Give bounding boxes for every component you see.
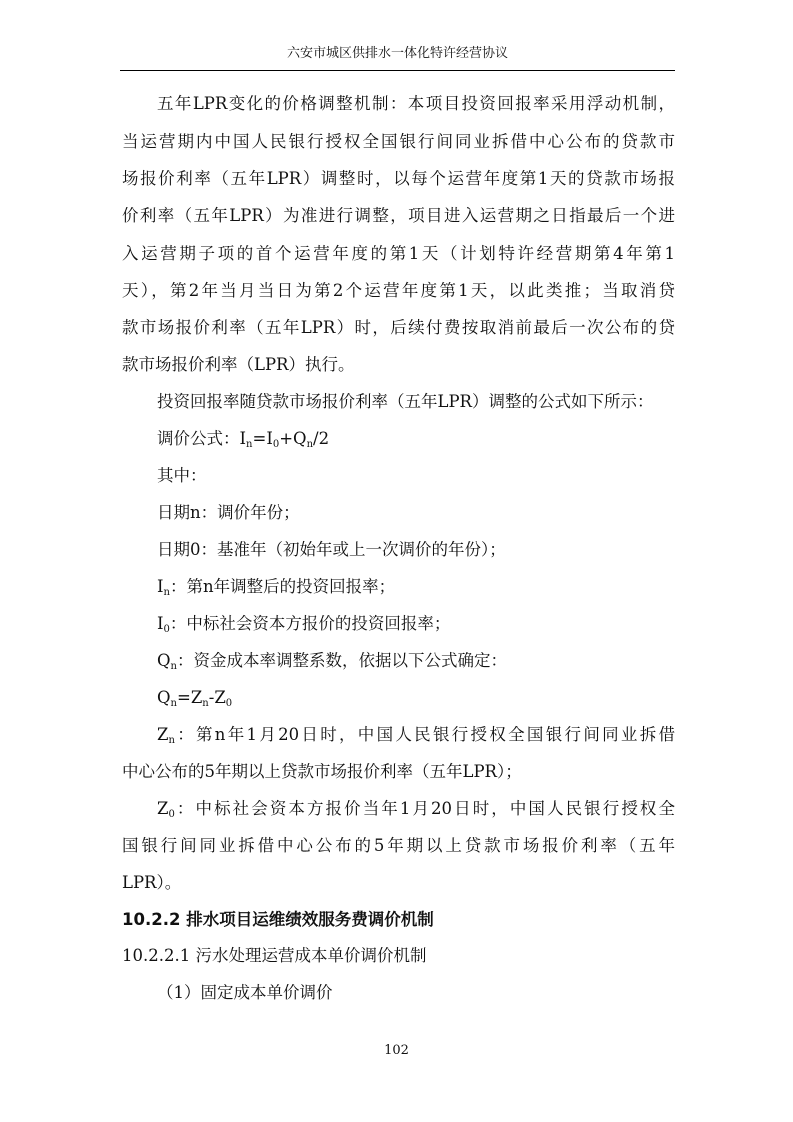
text-line: 五年LPR变化的价格调整机制：本项目投资回报率采用浮动机制， [157, 94, 675, 113]
text-line: 入运营期子项的首个运营年度的第1天（计划特许经营期第4年第1 [122, 244, 675, 263]
var: I [266, 429, 273, 448]
subscript: 0 [163, 624, 170, 635]
subscript: n [168, 735, 175, 746]
subscript: n [170, 661, 177, 672]
text-line: 款市场报价利率（LPR）执行。 [122, 355, 355, 374]
definition-text: ：第n年1月20日时，中国人民银行授权全国银行间同业拆借 [174, 725, 675, 744]
var: Z [157, 799, 169, 818]
text-line: 场报价利率（五年LPR）调整时，以每个运营年度第1天的贷款市场报 [122, 169, 675, 188]
operator: - [208, 688, 215, 707]
var: I [157, 614, 164, 633]
subscript: n [163, 587, 170, 598]
var: Q [157, 651, 171, 670]
item-heading-fixed-cost: （1）固定成本单价调价 [157, 983, 333, 1002]
text-line: 中心公布的5年期以上贷款市场报价利率（五年LPR）； [122, 762, 522, 781]
text-line [157, 723, 675, 747]
var: Q [157, 688, 171, 707]
text-line: 价利率（五年LPR）为准进行调整，项目进入运营期之日指最后一个进 [122, 206, 675, 225]
page-header: 六安市城区供排水一体化特许经营协议 [286, 46, 508, 61]
definition-i0 [157, 612, 450, 636]
var: Z [214, 688, 226, 707]
var: I [239, 429, 247, 448]
text-line: 当运营期内中国人民银行授权全国银行间同业拆借中心公布的贷款市 [122, 132, 675, 151]
subscript: n [170, 698, 177, 709]
subscript: 0 [225, 698, 233, 709]
operator: = [176, 688, 191, 707]
adjustment-formula [157, 427, 329, 451]
operator: /2 [313, 429, 330, 448]
definition-text: ：第n年调整后的投资回报率； [169, 577, 396, 596]
var: I [157, 577, 164, 596]
operator: = [252, 429, 267, 448]
definition-date-n: 日期n：调价年份； [157, 503, 300, 522]
text-line: 款市场报价利率（五年LPR）时，后续付费按取消前最后一次公布的贷 [122, 318, 675, 337]
subsection-heading-10-2-2-1: 10.2.2.1 污水处理运营成本单价调价机制 [122, 946, 427, 965]
header-rule [120, 70, 675, 71]
definition-date-0: 日期0：基准年（初始年或上一次调价的年份）； [157, 540, 506, 559]
var: Z [190, 688, 203, 707]
page-number: 102 [384, 1043, 409, 1058]
definition-in [157, 575, 395, 599]
subscript: n [202, 698, 209, 709]
section-heading-10-2-2: 10.2.2 排水项目运维绩效服务费调价机制 [122, 910, 434, 929]
definition-text: ：资金成本率调整系数，依据以下公式确定： [176, 651, 507, 670]
text-line: LPR）。 [122, 873, 182, 892]
text-line: 国银行间同业拆借中心公布的5年期以上贷款市场报价利率（五年 [122, 836, 675, 855]
where-label: 其中： [157, 466, 207, 485]
subscript: n [306, 439, 314, 450]
text-line: 天），第2年当月当日为第2个运营年度第1天，以此类推；当取消贷 [122, 281, 675, 300]
formula-label: 调价公式： [157, 429, 240, 448]
subscript: 0 [168, 809, 175, 820]
definition-text: ：中标社会资本方报价当年1月20日时，中国人民银行授权全 [174, 799, 675, 818]
text-line [157, 797, 675, 821]
definition-qn [157, 649, 507, 673]
definition-text: ：中标社会资本方报价的投资回报率； [169, 614, 451, 633]
operator: + [279, 429, 294, 448]
qn-formula [157, 686, 232, 710]
var: Z [157, 725, 169, 744]
subscript: 0 [272, 439, 280, 450]
var: Q [293, 429, 307, 448]
formula-intro: 投资回报率随贷款市场报价利率（五年LPR）调整的公式如下所示： [157, 392, 654, 411]
subscript: n [246, 439, 253, 450]
